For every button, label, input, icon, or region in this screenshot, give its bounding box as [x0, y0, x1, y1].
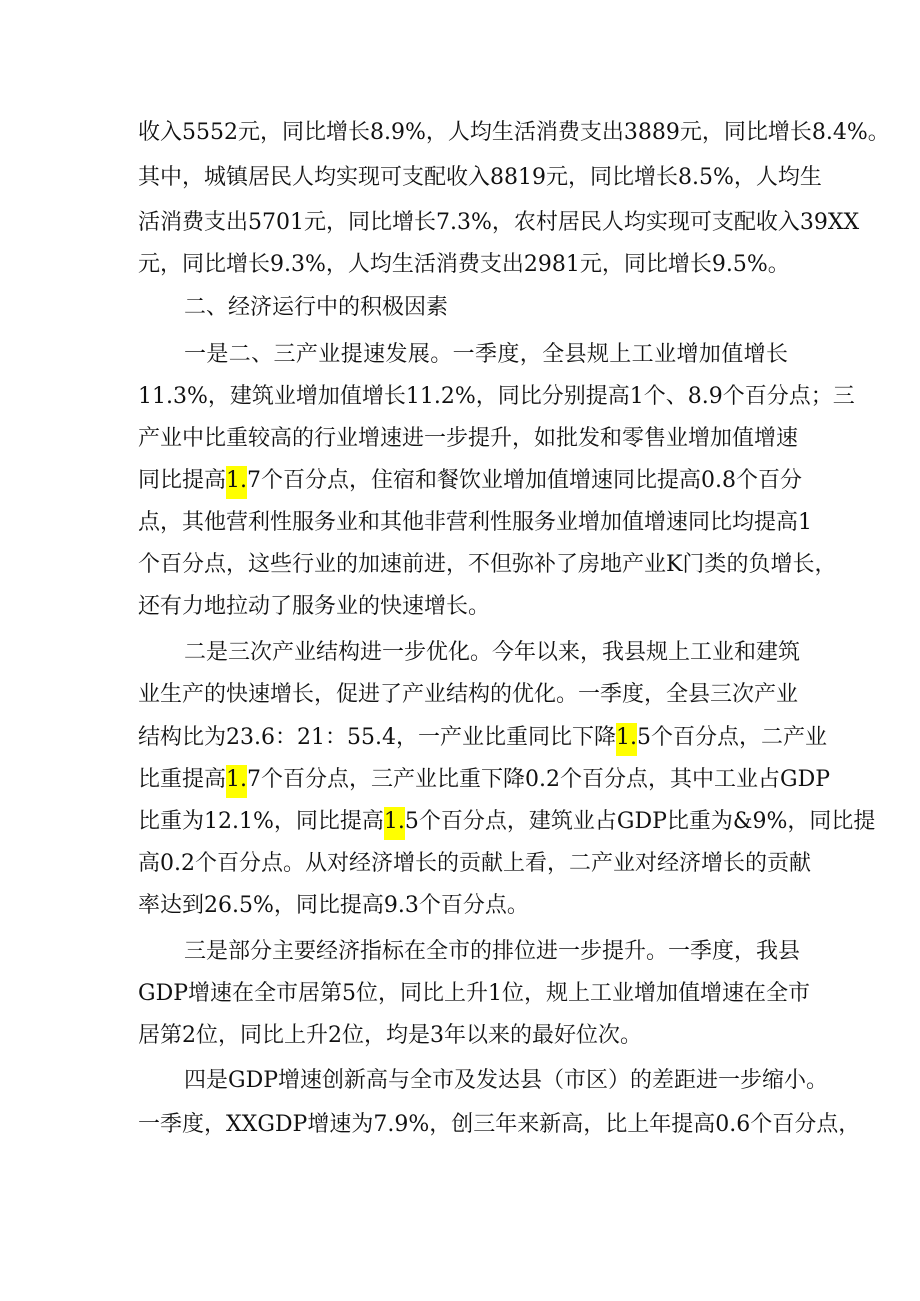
text-line: 其中，城镇居民人均实现可支配收入8819元，同比增长8.5%，人均生 — [138, 165, 822, 190]
text-segment: 7个百分点，三产业比重下降0.2个百分点，其中工业占GDP — [247, 767, 831, 792]
text-segment: 7个百分点，住宿和餐饮业增加值增速同比提高0.8个百分 — [247, 468, 803, 493]
paragraph-3-line: 居第2位，同比上升2位，均是3年以来的最好位次。 — [138, 1023, 642, 1048]
paragraph-2-line — [138, 723, 827, 753]
highlighted-text: 1. — [226, 765, 247, 798]
paragraph-1-line: 产业中比重较高的行业增速进一步提升，如批发和零售业增加值增速 — [138, 426, 799, 451]
text-segment: 5个百分点，建筑业占GDP比重为&9%，同比提 — [404, 809, 876, 834]
paragraph-2-line: 业生产的快速增长，促进了产业结构的优化。一季度，全县三次产业 — [138, 682, 799, 707]
text-line: 收入5552元，同比增长8.9%，人均生活消费支出3889元，同比增长8.4%。 — [138, 120, 890, 145]
text-segment: 结构比为23.6：21：55.4，一产业比重同比下降 — [138, 725, 616, 750]
highlighted-text: 1. — [616, 723, 637, 756]
paragraph-1-line: 11.3%，建筑业增加值增长11.2%，同比分别提高1个、8.9个百分点；三 — [138, 384, 855, 409]
text-segment: 比重提高 — [138, 767, 227, 792]
paragraph-1-line: 还有力地拉动了服务业的快速增长。 — [138, 594, 491, 619]
paragraph-3-line: 三是部分主要经济指标在全市的排位进一步提升。一季度，我县 — [184, 939, 801, 964]
highlighted-text: 1. — [226, 466, 247, 499]
paragraph-1-line: 一是二、三产业提速发展。一季度，全县规上工业增加值增长 — [184, 342, 788, 367]
text-segment: 同比提高 — [138, 468, 227, 493]
text-line: 活消费支出5701元，同比增长7.3%，农村居民人均实现可支配收入39XX — [138, 210, 860, 235]
paragraph-4-line: 一季度，XXGDP增速为7.9%，创三年来新高，比上年提高0.6个百分点， — [138, 1112, 861, 1137]
highlighted-text: 1. — [384, 807, 405, 840]
paragraph-1-line: 个百分点，这些行业的加速前进，不但弥补了房地产业K门类的负增长， — [138, 552, 837, 577]
paragraph-1-line: 点，其他营利性服务业和其他非营利性服务业增加值增速同比均提高1 — [138, 510, 812, 535]
paragraph-4-line: 四是GDP增速创新高与全市及发达县（市区）的差距进一步缩小。 — [184, 1068, 829, 1093]
paragraph-2-line: 率达到26.5%，同比提高9.3个百分点。 — [138, 893, 529, 918]
text-line: 元，同比增长9.3%，人均生活消费支出2981元，同比增长9.5%。 — [138, 252, 790, 277]
text-segment: 5个百分点，二产业 — [636, 725, 827, 750]
paragraph-2-line: 高0.2个百分点。从对经济增长的贡献上看，二产业对经济增长的贡献 — [138, 851, 811, 876]
section-heading: 二、经济运行中的积极因素 — [184, 295, 449, 320]
paragraph-1-line — [138, 466, 803, 496]
paragraph-2-line — [138, 807, 876, 837]
paragraph-2-line — [138, 765, 831, 795]
paragraph-3-line: GDP增速在全市居第5位，同比上升1位，规上工业增加值增速在全市 — [138, 981, 811, 1006]
paragraph-2-line: 二是三次产业结构进一步优化。今年以来，我县规上工业和建筑 — [184, 640, 801, 665]
text-segment: 比重为12.1%，同比提高 — [138, 809, 384, 834]
